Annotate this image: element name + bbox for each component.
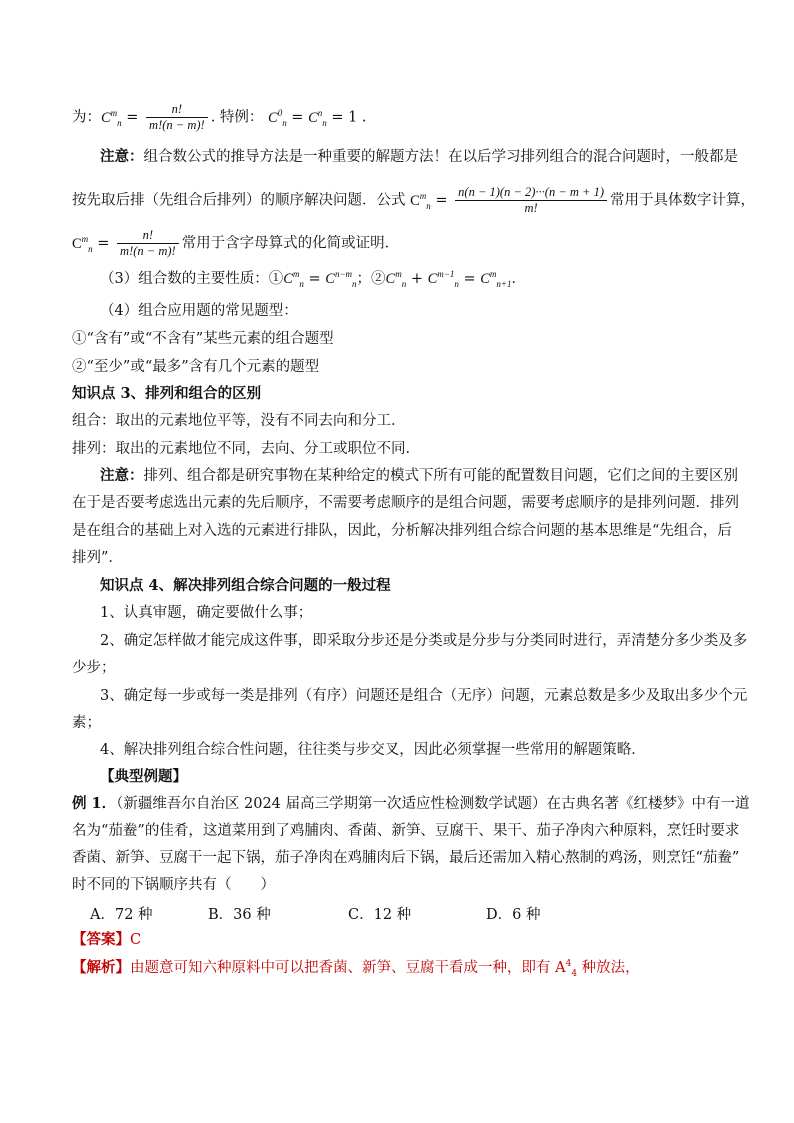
option-c[interactable]: C．12 种 xyxy=(348,907,412,923)
example-1-line-3: 香菌、新笋、豆腐干一起下锅，茄子净肉在鸡脯肉后下锅，最后还需加入精心熬制的鸡汤，则烹饪“茄鲞” xyxy=(72,850,740,866)
step-4: 4、解决排列组合综合性问题，往往类与步交叉，因此必须掌握一些常用的解题策略． xyxy=(100,742,646,758)
type-item-1: ①“含有”或“不含有”某些元素的组合题型 xyxy=(72,331,334,347)
step-2-cont: 少步； xyxy=(72,660,116,676)
combination-definition: 组合：取出的元素地位平等，没有不同去向和分工． xyxy=(72,413,406,429)
analysis-line: 【解析】由题意可知六种原料中可以把香菌、新笋、豆腐干看成一种，即有 $A^4_4$ 种放法， xyxy=(72,959,640,979)
product-fraction: $\frac{n(n - 1)(n - 2)\cdot\cdot\cdot(n - m + 1)}{m!}$ xyxy=(455,185,607,216)
step-3-cont: 素； xyxy=(72,715,101,731)
answer-line: 【答案】C xyxy=(72,931,142,948)
property-4-line: （4）组合应用题的常见题型： xyxy=(100,303,298,319)
property-line: （3）组合数的主要性质：$①C^m_n = C^{n-m}_n$；$②C^m_n + C^{m-1}_n = C^m_{n+1}$． xyxy=(100,269,526,289)
kp3-note-line-1: 注意：排列、组合都是研究事物在某种给定的模式下所有可能的配置数目问题，它们之间的主要区别 xyxy=(100,467,738,484)
examples-heading: 【典型例题】 xyxy=(100,768,187,785)
option-a[interactable]: A．72 种 xyxy=(90,907,153,923)
factorial-fraction: $\frac{n!}{m!(n - m)!}$ xyxy=(117,228,179,259)
option-b[interactable]: B．36 种 xyxy=(208,907,271,923)
knowledge-point-3-title: 知识点 3、排列和组合的区别 xyxy=(72,385,262,402)
type-item-2: ②“至少”或“最多”含有几个元素的题型 xyxy=(72,359,320,375)
option-d[interactable]: D．6 种 xyxy=(486,907,541,923)
kp3-note-line-2: 在于是否要考虑选出元素的先后顺序，不需要考虑顺序的是组合问题，需要考虑顺序的是排列问题．排列 xyxy=(72,495,739,511)
kp3-note-line-3: 是在组合的基础上对入选的元素进行排队，因此，分析解决排列组合综合问题的基本思维是“先组合，后 xyxy=(72,523,732,539)
formula-fraction: $\frac{n!}{m!(n - m)!}$ xyxy=(146,102,208,133)
example-1-line-2: 名为“茄鲞”的佳肴，这道菜用到了鸡脯肉、香菌、新笋、豆腐干、果干、茄子净肉六种原料，烹饪时要求 xyxy=(72,823,740,839)
comb-symbol: $C^m_n$ xyxy=(101,107,122,128)
formula-line: 为：$C^m_n$ = $\frac{n!}{m!(n - m)!}$ . 特例： $C^0_n = C^n_n = 1$ . xyxy=(72,102,367,132)
note-formula-line: 按先取后排（先组合后排列）的顺序解决问题．公式 $C^m_n$ = $\frac{n(n - 1)(n - 2)\cdot\cdot\cdot(n - m + 1)}{m!}$ 常用于具体数字计算， xyxy=(72,185,756,215)
note-paragraph: 注意：组合数公式的推导方法是一种重要的解题方法！在以后学习排列组合的混合问题时，一般都是 xyxy=(100,148,738,165)
step-2: 2、确定怎样做才能完成这件事，即采取分步还是分类或是分步与分类同时进行，弄清楚分多少类及多 xyxy=(100,633,748,649)
arrangement-symbol: $A^4_4$ xyxy=(555,959,578,979)
example-1-line-1: 例 1．（新疆维吾尔自治区 2024 届高三学期第一次适应性检测数学试题）在古典名著《红楼梦》中有一道 xyxy=(72,795,750,812)
step-1: 1、认真审题，确定要做什么事； xyxy=(100,605,313,621)
example-1-line-4: 时不同的下锅顺序共有（ ） xyxy=(72,877,275,893)
kp3-note-line-4: 排列”． xyxy=(72,550,123,566)
note-formula-line-2: $C^m_n$ = $\frac{n!}{m!(n - m)!}$ 常用于含字母算式的化简或证明． xyxy=(72,228,400,258)
knowledge-point-4-title: 知识点 4、解决排列组合综合问题的一般过程 xyxy=(100,577,391,594)
permutation-definition: 排列：取出的元素地位不同，去向、分工或职位不同． xyxy=(72,441,420,457)
step-3: 3、确定每一步或每一类是排列（有序）问题还是组合（无序）问题，元素总数是多少及取出多少个元 xyxy=(100,688,748,704)
